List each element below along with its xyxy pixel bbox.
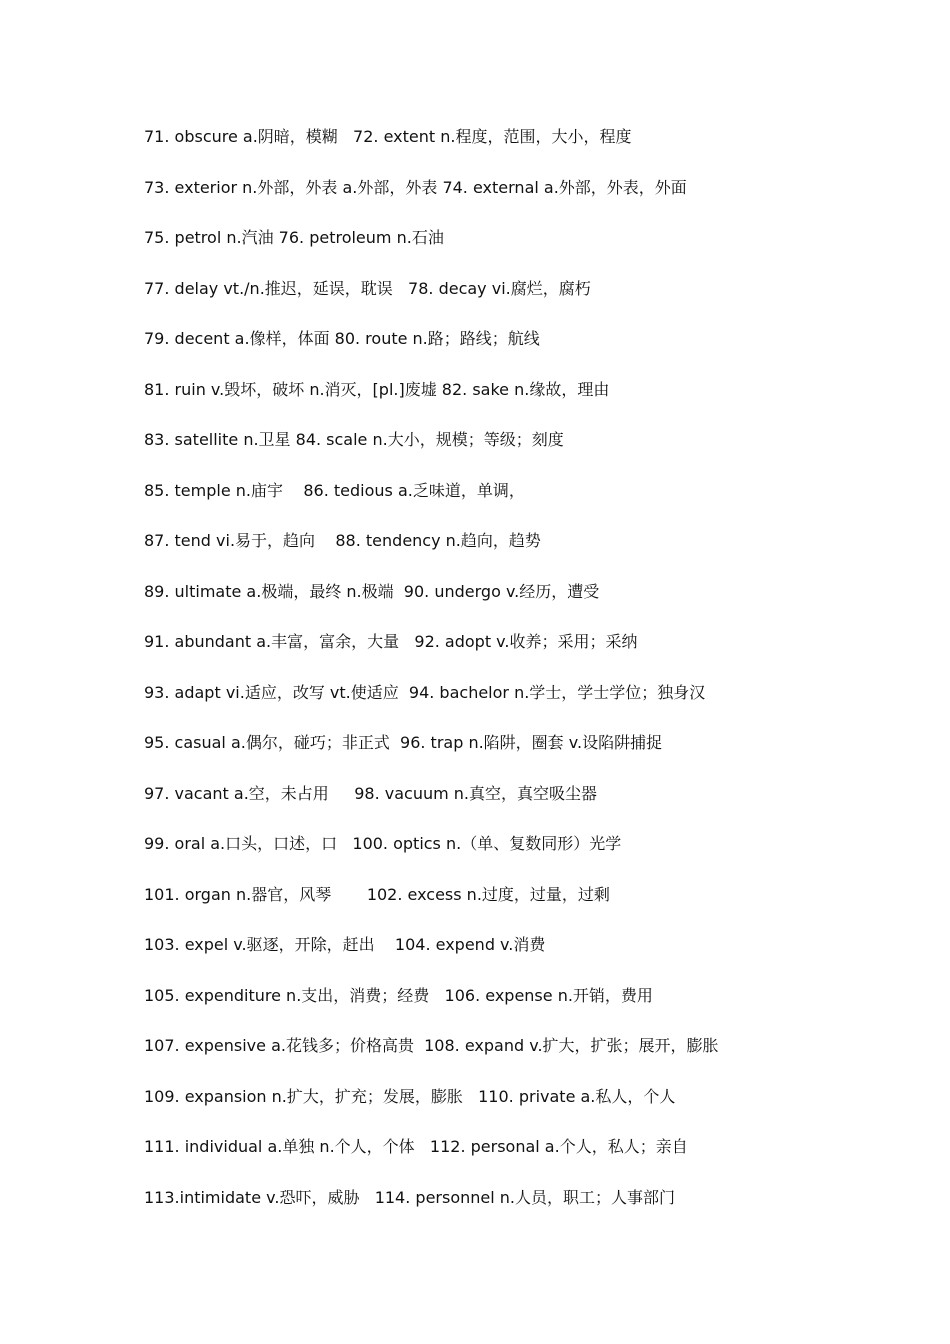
vocab-line: 85. temple n.庙宇 86. tedious a.乏味道，单调，: [144, 480, 525, 500]
vocab-line: 113.intimidate v.恐吓，威胁 114. personnel n.人员，职工；人事部门: [144, 1187, 675, 1207]
vocab-line: 71. obscure a.阴暗，模糊 72. extent n.程度，范围，大小，程度: [144, 127, 632, 146]
vocab-line: 99. oral a.口头，口述，口 100. optics n.（单、复数同形）光学: [144, 834, 622, 853]
vocab-line: 97. vacant a.空，未占用 98. vacuum n.真空，真空吸尘器: [144, 783, 598, 803]
vocab-line: 91. abundant a.丰富，富余，大量 92. adopt v.收养；采用；采纳: [144, 632, 638, 651]
vocab-line: 83. satellite n.卫星 84. scale n.大小，规模；等级；刻度: [144, 430, 564, 449]
vocab-line: 95. casual a.偶尔，碰巧；非正式 96. trap n.陷阱，圈套 v.设陷阱捕捉: [144, 733, 663, 752]
vocab-line: 79. decent a.像样，体面 80. route n.路；路线；航线: [144, 329, 540, 348]
vocabulary-list: [144, 126, 904, 1237]
vocab-line: 111. individual a.单独 n.个人，个体 112. personal a.个人，私人；亲自: [144, 1137, 688, 1156]
vocab-line: 103. expel v.驱逐，开除，赶出 104. expend v.消费: [144, 935, 546, 954]
vocab-line: 93. adapt vi.适应，改写 vt.使适应 94. bachelor n.学士，学士学位；独身汉: [144, 682, 706, 702]
vocab-line: 75. petrol n.汽油 76. petroleum n.石油: [144, 228, 444, 247]
vocab-line: 89. ultimate a.极端，最终 n.极端 90. undergo v.经历，遭受: [144, 581, 600, 601]
vocab-line: 107. expensive a.花钱多；价格高贵 108. expand v.扩大，扩张；展开，膨胀: [144, 1036, 719, 1055]
vocab-line: 81. ruin v.毁坏，破坏 n.消灭，[pl.]废墟 82. sake n.缘故，理由: [144, 379, 610, 399]
vocab-line: 73. exterior n.外部，外表 a.外部，外表 74. external a.外部，外表，外面: [144, 177, 687, 197]
vocab-line: 109. expansion n.扩大，扩充；发展，膨胀 110. private a.私人，个人: [144, 1086, 676, 1106]
vocab-line: 87. tend vi.易于，趋向 88. tendency n.趋向，趋势: [144, 531, 541, 550]
vocab-line: 77. delay vt./n.推迟，延误，耽误 78. decay vi.腐烂，腐朽: [144, 278, 591, 298]
vocab-line: 105. expenditure n.支出，消费；经费 106. expense n.开销，费用: [144, 985, 653, 1005]
vocab-line: 101. organ n.器官，风琴 102. excess n.过度，过量，过剩: [144, 884, 610, 904]
